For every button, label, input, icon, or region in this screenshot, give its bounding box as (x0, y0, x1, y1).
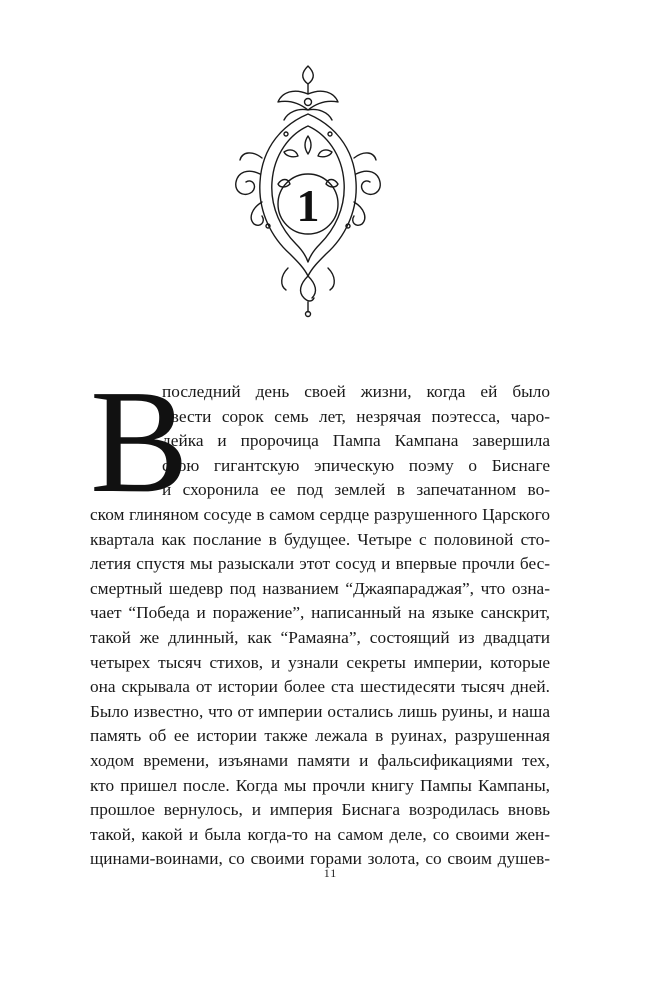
chapter-body-text (90, 360, 550, 872)
text-line: четырех тысяч стихов, и узнали секреты империи, которые (90, 652, 550, 672)
text-line: дейка и пророчица Пампа Кампана завершила (162, 431, 550, 451)
text-line: память об ее истории также лежала в руинах, разрушенная (90, 726, 550, 746)
page-number: 11 (323, 866, 338, 880)
text-line: смертный шедевр под названием “Джаяпараджая”, что озна- (90, 578, 550, 598)
text-line: Было известно, что от империи остались лишь руины, и наша (90, 701, 550, 721)
text-line: такой, какой и была когда-то на самом деле, со своими жен- (90, 824, 550, 844)
text-line: летия спустя мы разыскали этот сосуд и впервые прочли бес- (90, 554, 550, 574)
text-line: и схоронила ее под землей в запечатанном во- (162, 480, 550, 500)
text-line: такой же длинный, как “Рамаяна”, состоящий из двадцати (90, 627, 550, 647)
text-line: свою гигантскую эпическую поэму о Биснаге (162, 455, 550, 475)
text-line: ходом времени, изъянами памяти и фальсификациями тех, (90, 750, 550, 770)
text-line: чает “Победа и поражение”, написанный на языке санскрит, (90, 603, 550, 623)
drop-cap-letter: В (90, 360, 187, 524)
chapter-number: 1 (296, 180, 320, 231)
text-line: ском глиняном сосуде в самом сердце разрушенного Царского (90, 504, 550, 524)
text-line: кто пришел после. Когда мы прочли книгу Пампы Кампаны, (90, 775, 550, 795)
text-line: квартала как послание в будущее. Четыре с половиной сто- (90, 529, 550, 549)
text-line: она скрывала от истории более ста шестидесяти тысяч дней. (90, 677, 550, 697)
text-line: двести сорок семь лет, незрячая поэтесса, чаро- (162, 406, 550, 426)
text-line: прошлое вернулось, и империя Биснага возродилась вновь (90, 800, 550, 820)
text-line: щинами-воинами, со своими горами золота, со своим душев- (90, 849, 550, 869)
text-line: последний день своей жизни, когда ей было (162, 382, 550, 401)
